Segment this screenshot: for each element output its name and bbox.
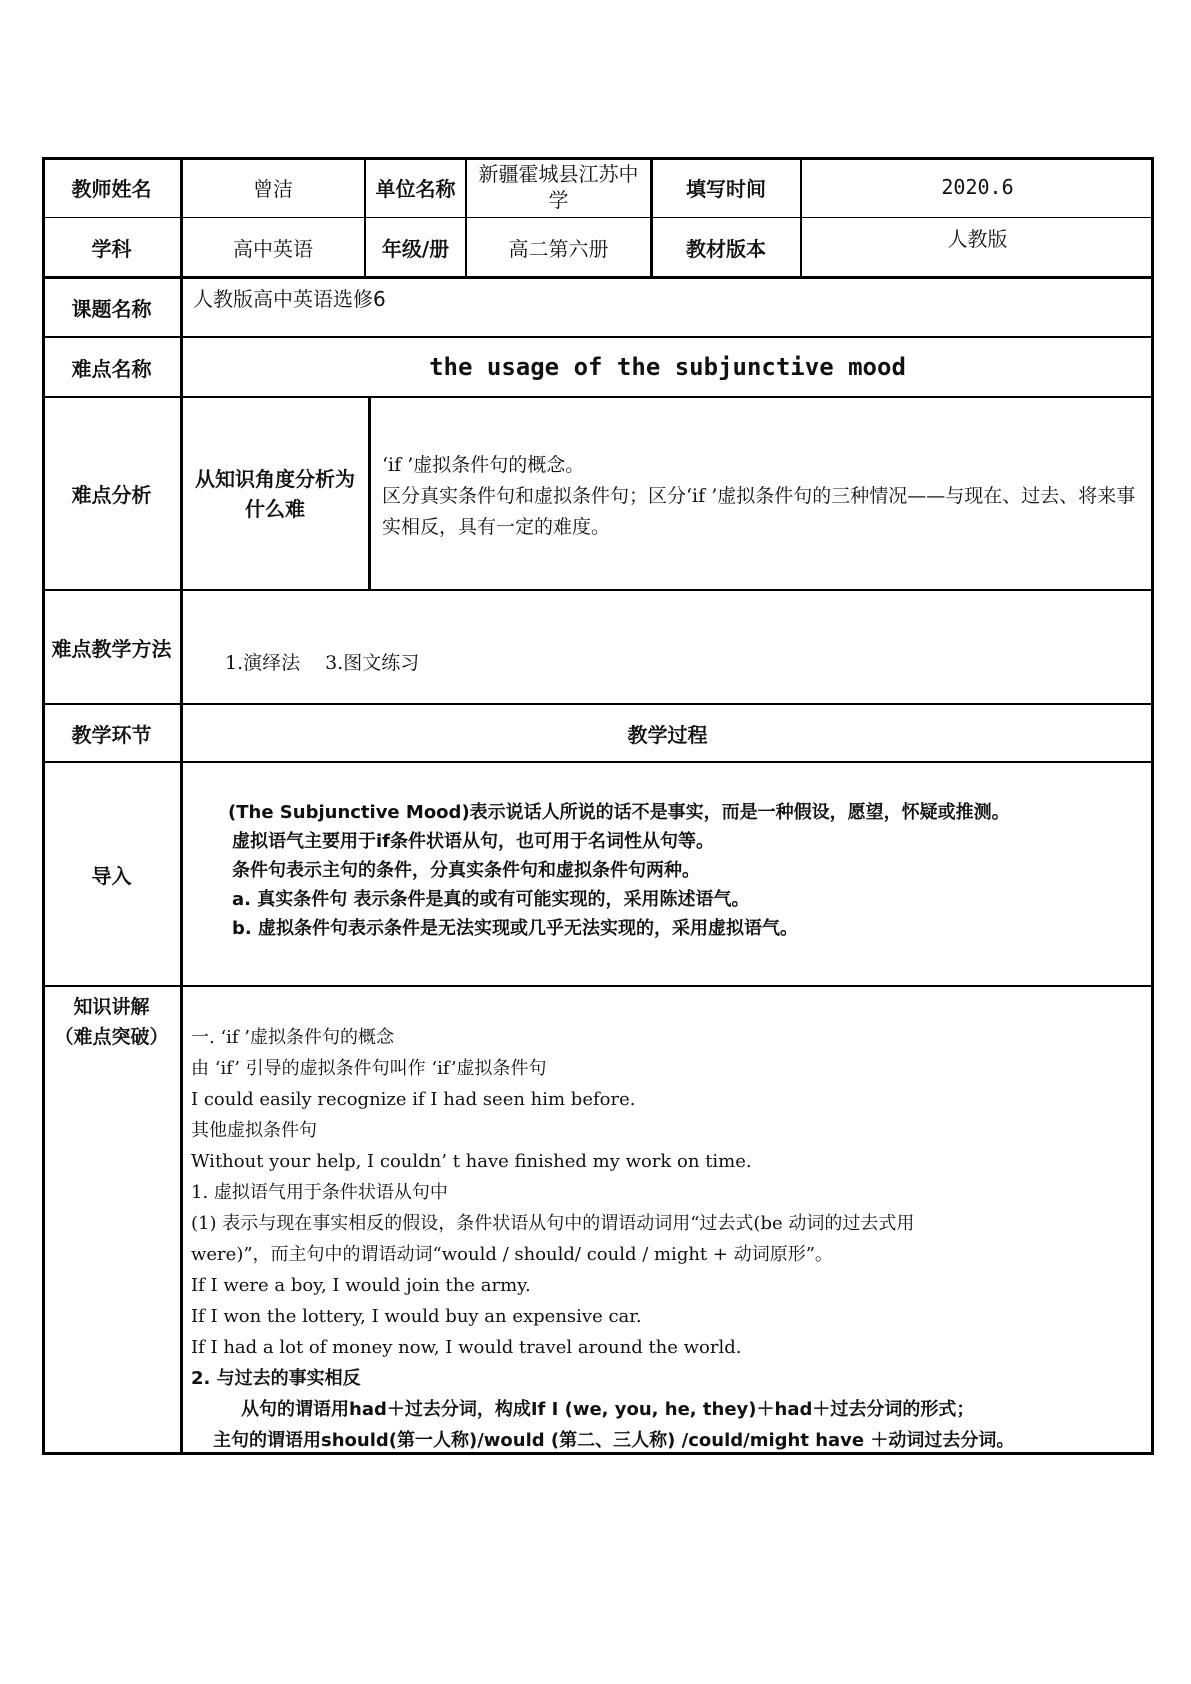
grid-line	[42, 276, 1154, 279]
knowledge-text	[191, 1022, 1151, 1456]
row-knowledge	[42, 986, 1154, 1454]
teacher-value: 曾洁	[253, 176, 293, 201]
grid-line	[42, 157, 45, 1455]
row-subject	[42, 217, 1154, 277]
knowledge-line: 从句的谓语用had＋过去分词，构成If I (we, you, he, they)＋had＋过去分词的形式；	[241, 1399, 975, 1420]
subject-label: 学科	[91, 236, 132, 261]
method-value: 1.演绎法 3.图文练习	[225, 652, 420, 674]
grid-line	[800, 157, 802, 277]
edition-label: 教材版本	[686, 236, 766, 261]
knowledge-line: 主句的谓语用should(第一人称)/would (第二、三人称) /could/might have ＋动词过去分词。	[213, 1430, 1015, 1451]
unit-label: 单位名称	[375, 176, 456, 201]
grade-value: 高二第六册	[508, 236, 609, 261]
intro-line: (The Subjunctive Mood)表示说话人所说的话不是事实，而是一种假设，愿望，怀疑或推测。	[228, 802, 1010, 823]
knowledge-line: If I had a lot of money now, I would travel around the world.	[191, 1337, 742, 1358]
row-process	[42, 704, 1154, 762]
knowledge-line: 一. ‘if ’虚拟条件句的概念	[191, 1027, 395, 1048]
intro-text	[228, 798, 1143, 943]
grid-line	[42, 761, 1154, 763]
row-topic	[42, 277, 1154, 337]
intro-line: a. 真实条件句 表示条件是真的或有可能实现的，采用陈述语气。	[232, 889, 750, 910]
intro-label: 导入	[91, 863, 132, 888]
edition-value: 人教版	[947, 227, 1008, 251]
grid-line	[42, 589, 1154, 591]
knowledge-label-line: （难点突破）	[54, 1026, 169, 1048]
process-label: 教学环节	[71, 722, 152, 747]
grid-line	[42, 985, 1154, 987]
intro-line: 条件句表示主句的条件，分真实条件句和虚拟条件句两种。	[232, 860, 700, 881]
knowledge-line: 其他虚拟条件句	[191, 1120, 317, 1141]
knowledge-line: If I won the lottery, I would buy an expensive car.	[191, 1306, 642, 1327]
knowledge-line: 2. 与过去的事实相反	[191, 1368, 361, 1389]
grade-label: 年级/册	[381, 236, 450, 261]
grid-line	[465, 157, 467, 277]
grid-line	[42, 217, 1154, 218]
unit-value: 新疆霍城县江苏中学	[478, 162, 639, 212]
grid-line	[42, 336, 1154, 338]
topic-value: 人教版高中英语选修6	[193, 287, 386, 311]
grid-line	[1151, 157, 1154, 1455]
knowledge-label	[42, 992, 181, 1052]
grid-line	[180, 157, 183, 1455]
row-intro	[42, 762, 1154, 986]
knowledge-line: Without your help, I couldn’ t have finished my work on time.	[191, 1151, 752, 1172]
grid-line	[42, 157, 1154, 160]
row-analysis	[42, 397, 1154, 590]
knowledge-line: 由 ‘if’ 引导的虚拟条件句叫作 ‘if’虚拟条件句	[191, 1058, 547, 1079]
knowledge-label-line: 知识讲解	[73, 996, 150, 1018]
row-method	[42, 590, 1154, 704]
topic-label: 课题名称	[71, 296, 152, 321]
analysis-line: 区分真实条件句和虚拟条件句；区分‘if ’虚拟条件句的三种情况——与现在、过去、将来事实相反，具有一定的难度。	[382, 485, 1136, 538]
grid-line	[650, 157, 653, 277]
analysis-sub-label: 从知识角度分析为什么难	[195, 466, 355, 521]
grid-line	[364, 157, 366, 277]
process-value: 教学过程	[627, 722, 708, 747]
grid-line	[368, 397, 371, 590]
analysis-line: ‘if ’虚拟条件句的概念。	[382, 454, 585, 476]
intro-line: 虚拟语气主要用于if条件状语从句，也可用于名词性从句等。	[232, 831, 714, 852]
knowledge-line: If I were a boy, I would join the army.	[191, 1275, 531, 1296]
grid-line	[42, 703, 1154, 705]
subject-value: 高中英语	[233, 236, 313, 261]
teacher-label: 教师姓名	[71, 176, 152, 201]
analysis-label: 难点分析	[71, 483, 152, 507]
fill-time-label: 填写时间	[686, 176, 766, 201]
grid-line	[42, 396, 1154, 398]
row-difficulty	[42, 337, 1154, 397]
method-label: 难点教学方法	[51, 636, 172, 661]
knowledge-line: I could easily recognize if I had seen him before.	[191, 1089, 636, 1110]
grid-line	[42, 1452, 1154, 1455]
knowledge-line: were)”，而主句中的谓语动词“would / should/ could / might + 动词原形”。	[191, 1244, 833, 1265]
intro-line: b. 虚拟条件句表示条件是无法实现或几乎无法实现的，采用虚拟语气。	[232, 918, 798, 939]
knowledge-line: (1) 表示与现在事实相反的假设，条件状语从句中的谓语动词用“过去式(be 动词的过去式用	[191, 1213, 915, 1234]
difficulty-label: 难点名称	[71, 356, 152, 381]
difficulty-value: the usage of the subjunctive mood	[429, 353, 906, 381]
row-teacher	[42, 157, 1154, 217]
knowledge-line: 1. 虚拟语气用于条件状语从句中	[191, 1182, 448, 1203]
fill-time-value: 2020.6	[941, 175, 1014, 199]
analysis-text	[382, 450, 1147, 543]
